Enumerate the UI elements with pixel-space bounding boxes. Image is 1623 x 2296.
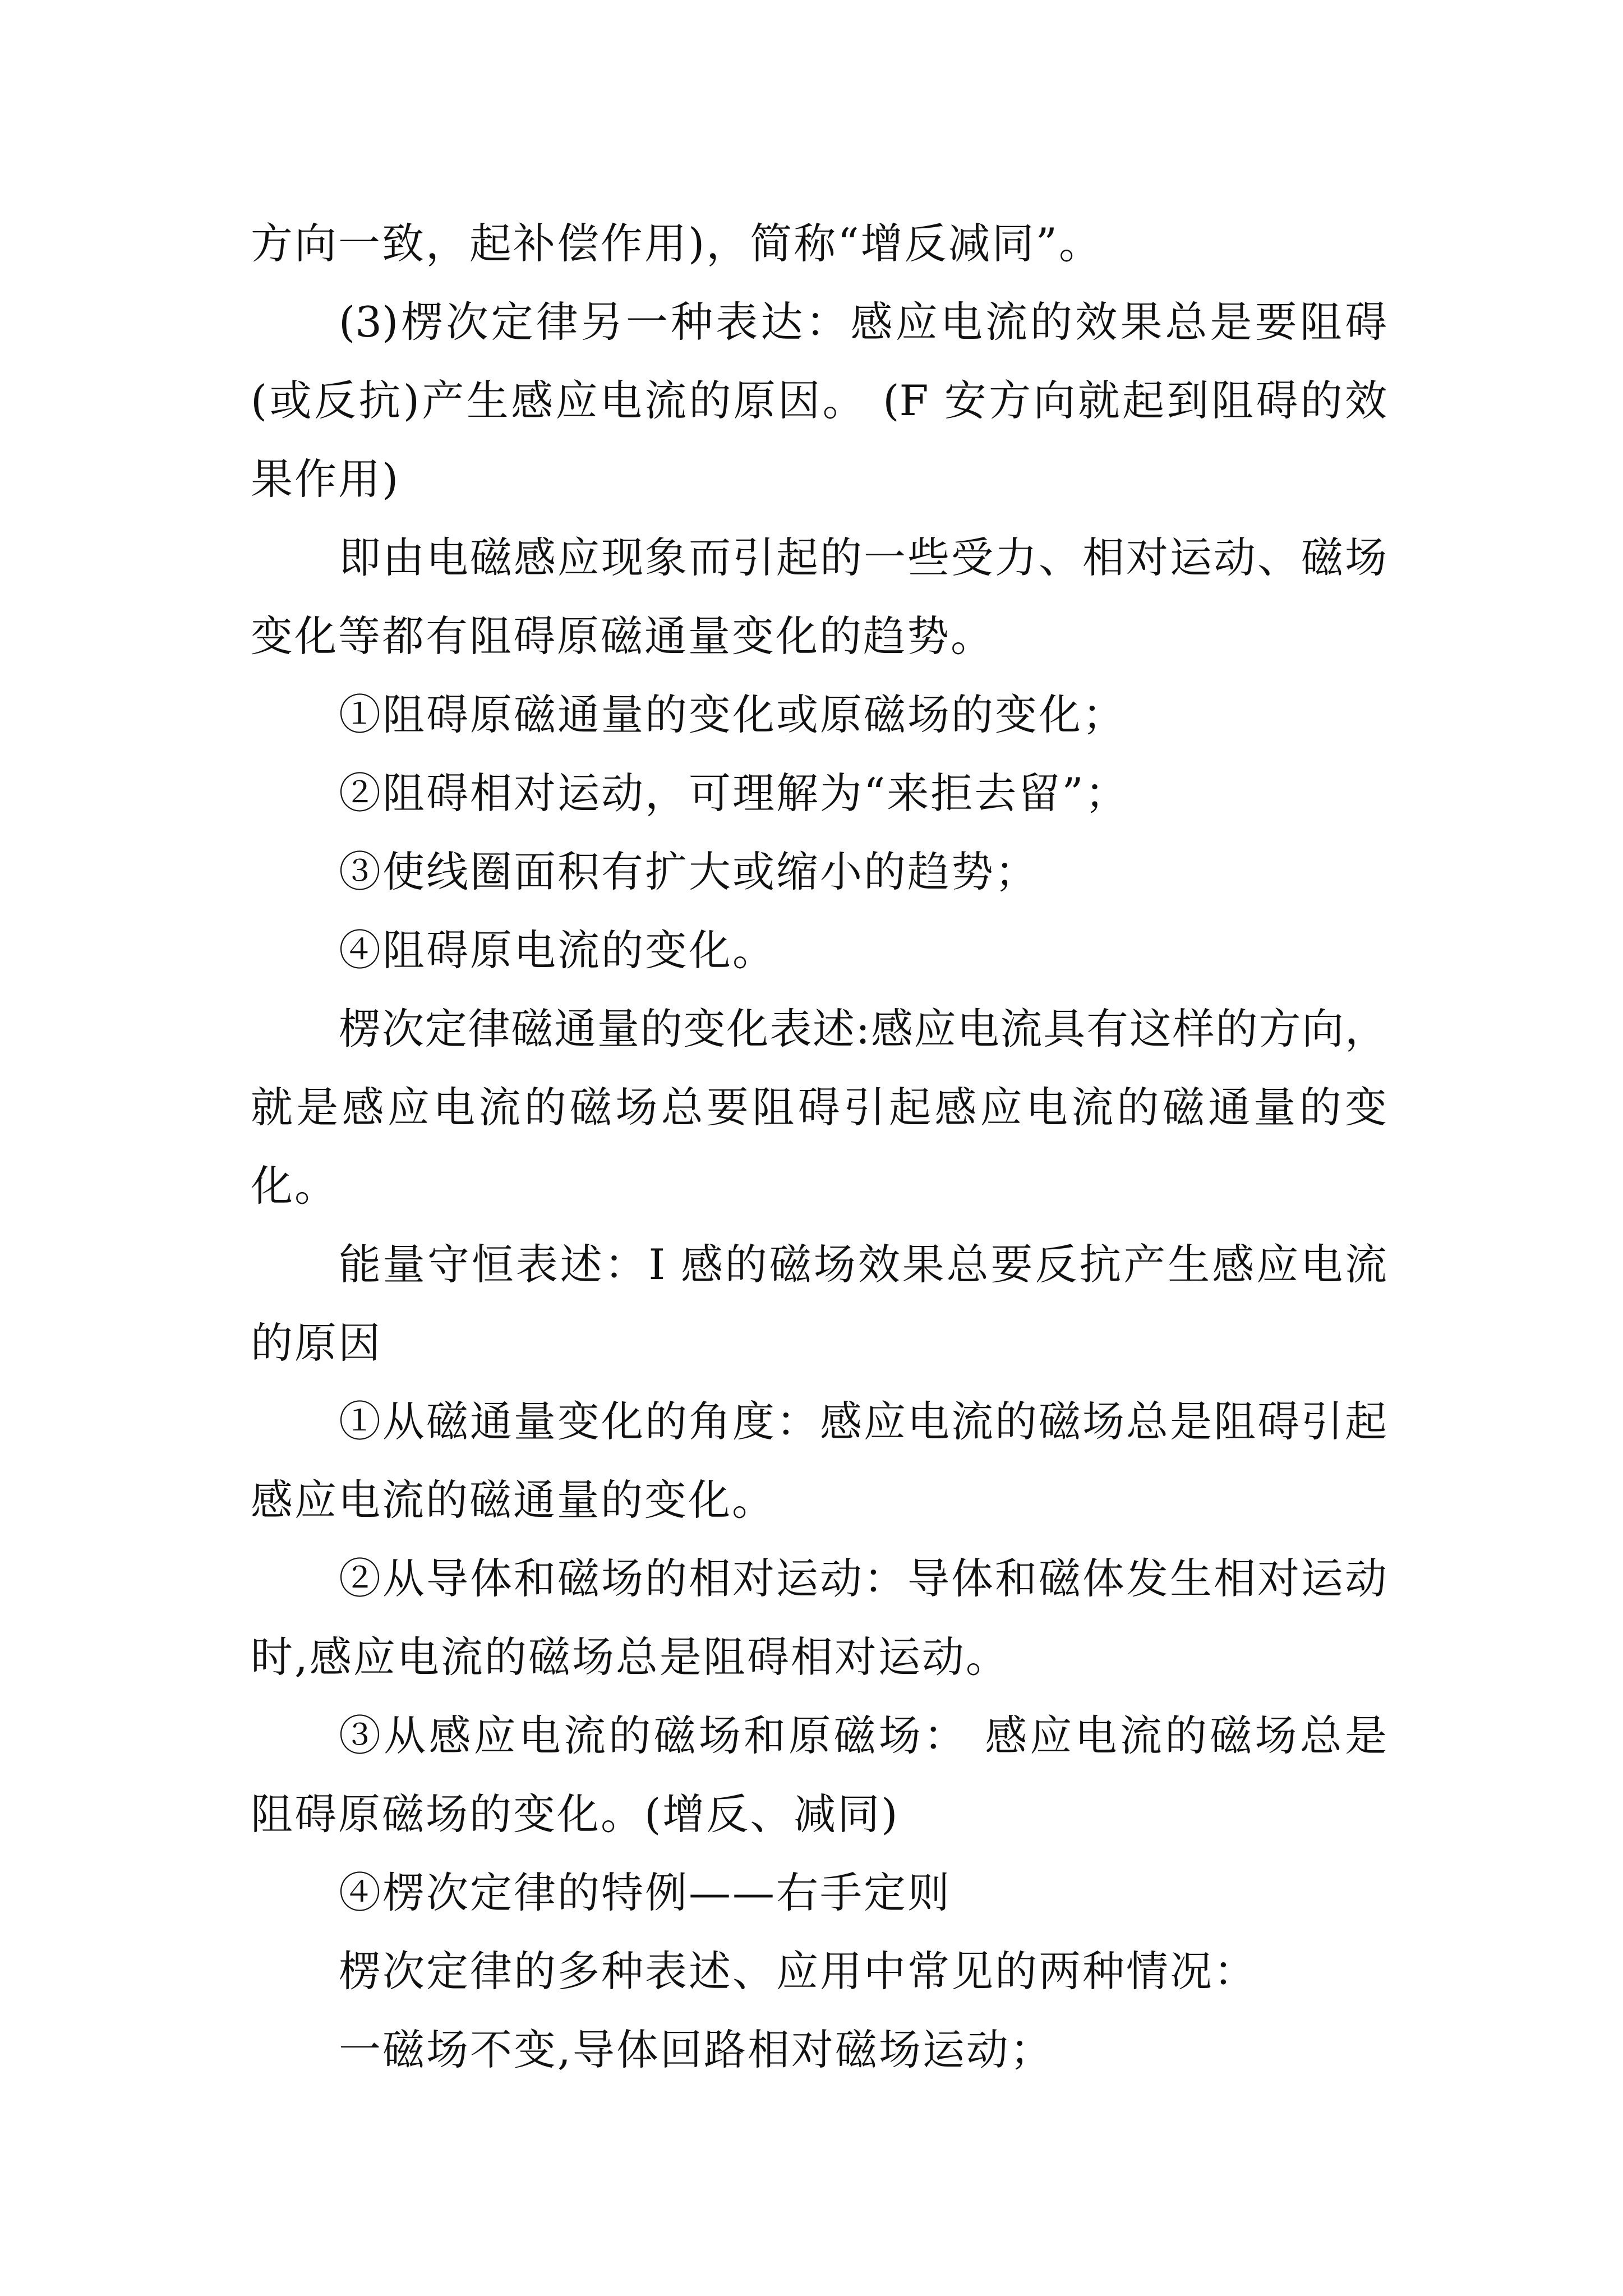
perspective-item-1	[251, 1382, 1387, 1539]
perspective-item-3	[251, 1696, 1387, 1853]
text-line: ④阻碍原电流的变化。	[339, 926, 777, 975]
text-line: 感应电流的磁通量的变化。	[251, 1475, 776, 1525]
text-line: ②阻碍相对运动，可理解为“来拒去留”；	[339, 769, 1129, 818]
continued-paragraph	[251, 204, 1387, 283]
text-line: ③使线圈面积有扩大或缩小的趋势；	[339, 847, 1039, 896]
text-line: 一磁场不变,导体回路相对磁场运动；	[339, 2025, 1054, 2074]
text-line: 能量守恒表述：I 感的磁场效果总要反抗产生感应电流	[339, 1240, 1387, 1289]
case-1-moving-conductor	[251, 2010, 1387, 2089]
opposition-effects-intro	[251, 518, 1387, 675]
opposition-item-1	[251, 675, 1387, 754]
text-line: 化。	[251, 1161, 339, 1211]
text-line: 果作用)	[251, 454, 400, 504]
opposition-item-2	[251, 754, 1387, 832]
perspective-item-4	[251, 1853, 1387, 1932]
text-line: ②从导体和磁场的相对运动：导体和磁体发生相对运动	[339, 1554, 1387, 1603]
text-line: (或反抗)产生感应电流的原因。 (F 安方向就起到阻碍的效	[251, 376, 1387, 425]
text-line: 方向一致，起补偿作用)，简称“增反减同”。	[251, 219, 1103, 268]
text-line: (3)楞次定律另一种表达：感应电流的效果总是要阻碍	[339, 297, 1387, 347]
text-line: ①阻碍原磁通量的变化或原磁场的变化；	[339, 690, 1127, 739]
text-line: 即由电磁感应现象而引起的一些受力、相对运动、磁场	[339, 533, 1387, 582]
opposition-item-3	[251, 832, 1387, 911]
lenz-law-alternate-statement	[251, 283, 1387, 518]
text-line: 就是感应电流的磁场总要阻碍引起感应电流的磁通量的变	[251, 1083, 1387, 1132]
text-line: ③从感应电流的磁场和原磁场： 感应电流的磁场总是	[339, 1711, 1387, 1760]
flux-change-statement	[251, 990, 1387, 1225]
text-line: 时,感应电流的磁场总是阻碍相对运动。	[251, 1632, 1009, 1682]
perspective-item-2	[251, 1539, 1387, 1696]
text-line: ①从磁通量变化的角度：感应电流的磁场总是阻碍引起	[339, 1397, 1387, 1446]
opposition-item-4	[251, 911, 1387, 990]
text-line: 楞次定律的多种表述、应用中常见的两种情况：	[339, 1947, 1258, 1996]
text-line: ④楞次定律的特例——右手定则	[339, 1868, 952, 1917]
body-text	[251, 204, 1387, 2089]
common-cases-intro	[251, 1932, 1387, 2010]
text-line: 楞次定律磁通量的变化表述:感应电流具有这样的方向，	[339, 1004, 1387, 1053]
energy-conservation-statement	[251, 1225, 1387, 1382]
text-line: 的原因	[251, 1318, 382, 1368]
text-line: 阻碍原磁场的变化。(增反、减同)	[251, 1789, 900, 1839]
text-line: 变化等都有阻碍原磁通量变化的趋势。	[251, 611, 995, 661]
